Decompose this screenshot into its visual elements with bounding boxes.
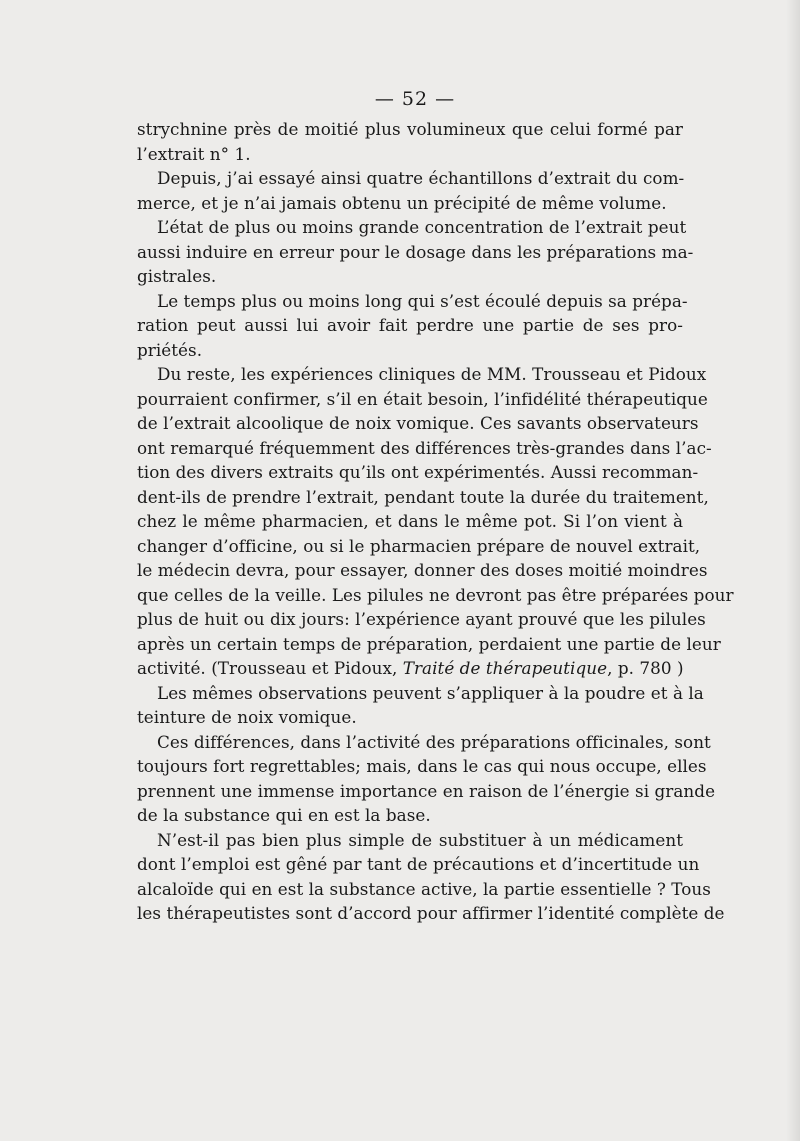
text-segment: , p. 780 ) [607,658,684,678]
text-line: strychnine près de moitié plus volumineux que celui formé par [137,119,683,139]
text-line: Du reste, les expériences cliniques de MM. Trousseau et Pidoux [157,364,707,384]
page-edge-shadow [786,0,800,1141]
text-line: merce, et je n’ai jamais obtenu un précipité de même volume. [137,192,667,213]
text-line: pourraient confirmer, s’il en était besoin, l’infidélité thérapeutique [137,388,708,409]
text-line: de l’extrait alcoolique de noix vomique. Ces savants observateurs [137,413,699,433]
text-line: Ces différences, dans l’activité des préparations officinales, sont [157,731,711,752]
text-line: Depuis, j’ai essayé ainsi quatre échantillons d’extrait du com- [157,168,685,188]
text-line: prennent une immense importance en raison de l’énergie si grande [137,780,716,801]
text-line: N’est-il pas bien plus simple de substituer à un médicament [157,829,683,850]
text-line: dont l’emploi est gêné par tant de précautions et d’incertitude un [137,854,700,874]
text-line: chez le même pharmacien, et dans le même pot. Si l’on vient à [137,511,683,531]
text-line: changer d’officine, ou si le pharmacien prépare de nouvel extrait, [137,535,701,556]
page-number: — 52 — [374,88,456,110]
text-line: ont remarqué fréquemment des différences très-grandes dans l’ac- [137,437,712,458]
text-line: teinture de noix vomique. [137,707,357,727]
text-line: dent-ils de prendre l’extrait, pendant toute la durée du traitement, [137,486,709,507]
text-line: le médecin devra, pour essayer, donner des doses moitié moindres [137,560,708,580]
text-line: gistrales. [137,266,217,286]
text-line: alcaloïde qui en est la substance active, la partie essentielle ? Tous [137,878,711,899]
text-line: l’extrait n° 1. [137,143,251,164]
text-line: les thérapeutistes sont d’accord pour affirmer l’identité complète de [137,903,725,923]
text-line: Le temps plus ou moins long qui s’est écoulé depuis sa prépa- [157,290,688,311]
text-line: aussi induire en erreur pour le dosage dans les préparations ma- [137,241,694,262]
book-title-italic: Traité de thérapeutique [402,658,608,678]
text-line: L’état de plus ou moins grande concentration de l’extrait peut [157,217,687,237]
text-line: plus de huit ou dix jours: l’expérience ayant prouvé que les pilules [137,609,706,629]
text-line [137,656,683,681]
text-line: de la substance qui en est la base. [137,805,431,825]
text-line: tion des divers extraits qu’ils ont expérimentés. Aussi recomman- [137,462,699,482]
text-line: ration peut aussi lui avoir fait perdre une partie de ses pro- [137,315,683,335]
body-text [137,117,734,926]
text-segment: activité. (Trousseau et Pidoux, [137,658,403,678]
text-line: toujours fort regrettables; mais, dans le cas qui nous occupe, elles [137,756,707,776]
text-line: que celles de la veille. Les pilules ne devront pas être préparées pour [137,584,734,605]
text-line: Les mêmes observations peuvent s’appliquer à la poudre et à la [157,682,704,703]
text-line: après un certain temps de préparation, perdaient une partie de leur [137,633,721,654]
text-line: priétés. [137,339,203,360]
